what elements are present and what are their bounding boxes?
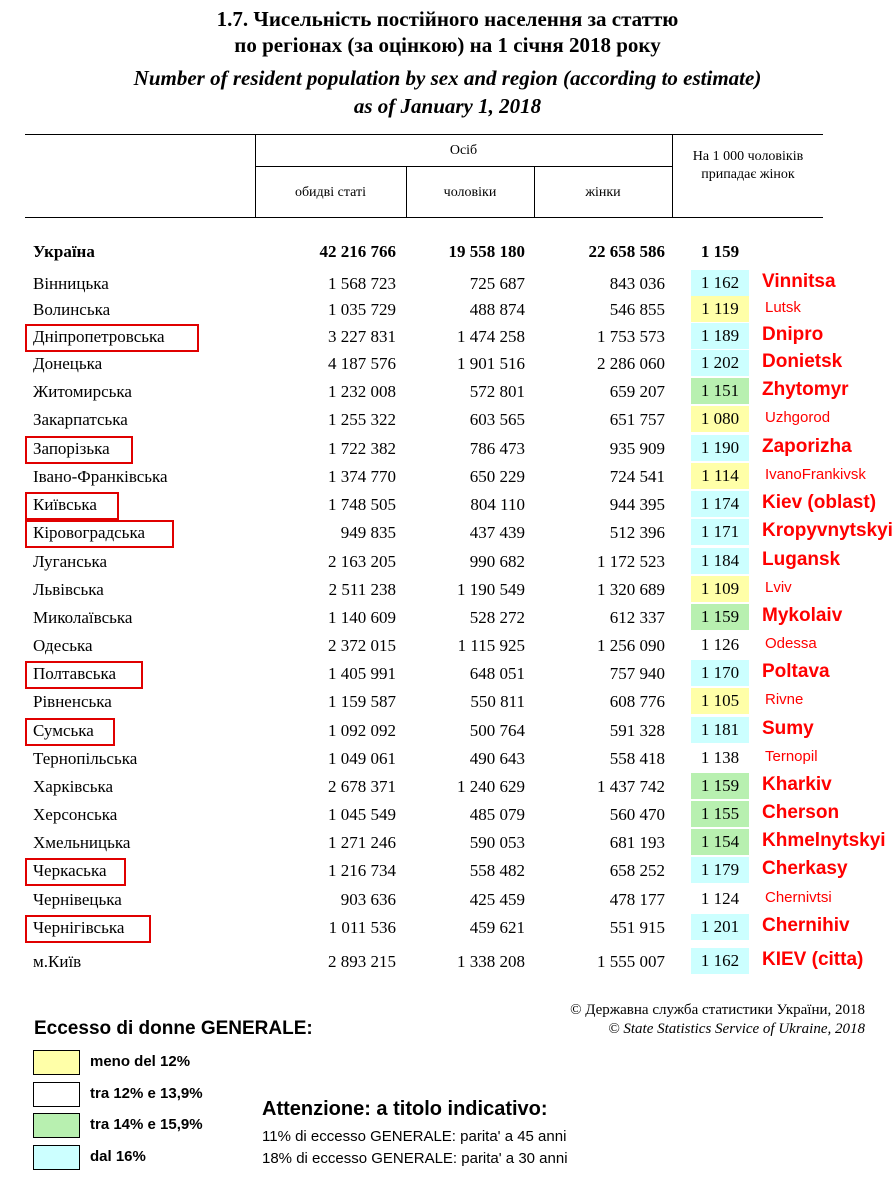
table-row [0,720,895,748]
english-region-name: Lutsk [765,299,801,316]
header-women: жінки [585,185,621,200]
table-row [0,551,895,579]
value-women: 546 855 [609,300,665,319]
header-men: чоловіки [443,185,497,200]
value-ratio: 1 138 [691,745,749,771]
value-men: 572 801 [469,382,525,401]
table-row [0,409,895,437]
value-both: 1 049 061 [328,749,396,768]
legend-label: tra 12% e 13,9% [90,1085,203,1102]
table-row [0,299,895,327]
value-men: 550 811 [470,692,525,711]
english-region-name: Zhytomyr [762,379,849,400]
value-women: 2 286 060 [597,354,665,373]
value-women: 1 172 523 [597,552,665,571]
value-ratio: 1 201 [691,914,749,940]
region-name: Житомирська [33,382,132,401]
value-ratio: 1 190 [691,435,749,461]
value-men: 1 240 629 [457,777,525,796]
header-bottom-rule [25,217,823,218]
value-women: 944 395 [609,495,665,514]
value-women: 591 328 [609,721,665,740]
value-both: 4 187 576 [328,354,396,373]
value-women: 843 036 [609,274,665,293]
header-ratio: На 1 000 чоловіків припадає жінок [692,149,804,182]
table-row [0,889,895,917]
value-men: 528 272 [469,608,525,627]
header-persons: Осіб [449,143,478,158]
value-ratio: 1 159 [691,604,749,630]
english-region-name: IvanoFrankivsk [765,466,866,483]
legend-label: tra 14% e 15,9% [90,1116,203,1133]
region-name: Івано-Франківська [33,467,168,486]
value-men: 19 558 180 [448,242,525,261]
value-women: 1 256 090 [597,636,665,655]
english-region-name: Khmelnytskyi [762,830,886,851]
value-women: 724 541 [609,467,665,486]
english-region-name: Kropyvnytskyi [762,520,893,541]
value-both: 3 227 831 [328,327,396,346]
value-men: 1 474 258 [457,327,525,346]
english-region-name: Sumy [762,718,814,739]
value-men: 425 459 [469,890,525,909]
english-region-name: Dnipro [762,324,824,345]
header-divider [672,134,673,218]
value-men: 786 473 [469,439,525,458]
value-women: 935 909 [609,439,665,458]
value-ratio: 1 184 [691,548,749,574]
value-both: 2 678 371 [328,777,396,796]
english-region-name: Lviv [765,579,792,596]
english-region-name: Cherkasy [762,858,848,879]
region-name: Харківська [33,777,114,796]
table-row-total [0,241,895,269]
table-row [0,273,895,301]
english-region-name: Donietsk [762,351,843,372]
value-both: 1 011 536 [328,918,396,937]
region-name: Сумська [33,721,94,740]
region-name: Кіровоградська [33,523,145,542]
table-row [0,353,895,381]
value-men: 603 565 [469,410,525,429]
value-men: 437 439 [469,523,525,542]
value-men: 459 621 [469,918,525,937]
value-men: 485 079 [469,805,525,824]
value-ratio: 1 179 [691,857,749,883]
english-region-name: Poltava [762,661,830,682]
value-ratio: 1 174 [691,491,749,517]
value-men: 1 901 516 [457,354,525,373]
table-row [0,607,895,635]
value-both: 1 405 991 [328,664,396,683]
value-women: 658 252 [609,861,665,880]
region-name: Полтавська [33,664,116,683]
value-women: 560 470 [609,805,665,824]
english-region-name: Chernihiv [762,915,850,936]
value-ratio: 1 162 [691,948,749,974]
attention-line-1: 11% di eccesso GENERALE: parita' a 45 anni [262,1128,567,1145]
english-region-name: Chernivtsi [765,889,832,906]
table-row [0,438,895,466]
english-region-name: Lugansk [762,549,841,570]
english-region-name: Kiev (oblast) [762,492,877,513]
table-row [0,748,895,776]
value-men: 590 053 [469,833,525,852]
value-ratio: 1 124 [691,886,749,912]
value-ratio: 1 162 [691,270,749,296]
region-name: Чернігівська [33,918,125,937]
value-ratio: 1 159 [691,773,749,799]
value-women: 22 658 586 [588,242,665,261]
table-row [0,663,895,691]
value-both: 1 140 609 [328,608,396,627]
value-ratio: 1 181 [691,717,749,743]
header-top-rule [25,134,823,135]
value-women: 1 753 573 [597,327,665,346]
table-row [0,381,895,409]
value-women: 1 437 742 [597,777,665,796]
legend-swatch [33,1113,80,1138]
value-both: 1 216 734 [328,861,396,880]
value-men: 558 482 [469,861,525,880]
region-name: Донецька [33,354,103,373]
table-row [0,917,895,945]
value-men: 488 874 [469,300,525,319]
value-both: 1 568 723 [328,274,396,293]
region-name: Закарпатська [33,410,128,429]
value-men: 725 687 [469,274,525,293]
value-women: 681 193 [609,833,665,852]
region-name: м.Київ [33,952,82,971]
value-men: 650 229 [469,467,525,486]
value-ratio: 1 171 [691,519,749,545]
english-region-name: Odessa [765,635,817,652]
value-women: 512 396 [609,523,665,542]
value-men: 1 190 549 [457,580,525,599]
value-both: 1 255 322 [328,410,396,429]
region-name: Чернівецька [33,890,122,909]
english-region-name: Vinnitsa [762,271,836,292]
table-row [0,326,895,354]
legend-swatch [33,1145,80,1170]
region-name: Херсонська [33,805,118,824]
value-men: 648 051 [469,664,525,683]
value-women: 1 320 689 [597,580,665,599]
english-region-name: Cherson [762,802,840,823]
value-both: 2 163 205 [328,552,396,571]
copyright-ua: © Державна служба статистики України, 2018 [570,1002,865,1018]
value-both: 1 092 092 [328,721,396,740]
value-women: 608 776 [609,692,665,711]
region-name: Луганська [33,552,108,571]
table-row [0,860,895,888]
legend-label: dal 16% [90,1148,146,1165]
table-row [0,776,895,804]
table-row [0,804,895,832]
table-row [0,466,895,494]
table-row [0,832,895,860]
value-men: 1 338 208 [457,952,525,971]
legend-swatch [33,1082,80,1107]
region-name: Черкаська [33,861,107,880]
value-women: 1 555 007 [597,952,665,971]
title-english: Number of resident population by sex and region (according to estimate) as of January 1, 2018 [133,66,762,118]
header-both-sexes: обидві статі [294,185,367,200]
value-ratio: 1 151 [691,378,749,404]
value-ratio: 1 202 [691,350,749,376]
title-ukrainian: 1.7. Чисельність постійного населення за статтю по регіонах (за оцінкою) на 1 січня 2018 року [216,7,679,57]
value-both: 2 372 015 [328,636,396,655]
english-region-name: Mykolaiv [762,605,843,626]
value-men: 490 643 [469,749,525,768]
attention-line-2: 18% di eccesso GENERALE: parita' a 30 anni [262,1150,568,1167]
value-men: 990 682 [469,552,525,571]
value-ratio: 1 114 [691,463,749,489]
value-both: 949 835 [340,523,396,542]
value-both: 1 045 549 [328,805,396,824]
table-row [0,951,895,979]
table-row [0,579,895,607]
value-men: 500 764 [469,721,525,740]
value-both: 2 511 238 [328,580,396,599]
english-region-name: Zaporizha [762,436,852,457]
region-name: Україна [33,242,95,261]
region-name: Волинська [33,300,111,319]
value-both: 42 216 766 [319,242,396,261]
value-women: 612 337 [609,608,665,627]
value-ratio: 1 105 [691,688,749,714]
region-name: Запорізька [33,439,110,458]
value-both: 1 232 008 [328,382,396,401]
table-row [0,522,895,550]
region-name: Миколаївська [33,608,133,627]
region-name: Одеська [33,636,93,655]
value-ratio: 1 155 [691,801,749,827]
header-mid-rule [255,166,672,167]
value-both: 1 722 382 [328,439,396,458]
english-region-name: KIEV (citta) [762,949,864,970]
value-both: 1 271 246 [328,833,396,852]
value-men: 1 115 925 [457,636,525,655]
attention-title: Attenzione: a titolo indicativo: [262,1098,548,1120]
table-row [0,691,895,719]
value-ratio: 1 126 [691,632,749,658]
english-region-name: Kharkiv [762,774,832,795]
value-ratio: 1 109 [691,576,749,602]
value-ratio: 1 189 [691,323,749,349]
region-name: Дніпропетровська [33,327,165,346]
table-row [0,635,895,663]
value-men: 804 110 [470,495,525,514]
value-women: 478 177 [609,890,665,909]
region-name: Тернопільська [33,749,138,768]
value-women: 659 207 [609,382,665,401]
value-both: 903 636 [340,890,396,909]
legend-swatch [33,1050,80,1075]
value-ratio: 1 159 [700,242,740,261]
value-both: 1 159 587 [328,692,396,711]
value-women: 551 915 [609,918,665,937]
english-region-name: Rivne [765,691,804,708]
value-both: 1 374 770 [328,467,396,486]
value-both: 1 748 505 [328,495,396,514]
legend-title: Eccesso di donne GENERALE: [34,1018,313,1039]
value-both: 1 035 729 [328,300,396,319]
legend-label: meno del 12% [90,1053,191,1070]
region-name: Рівненська [33,692,112,711]
value-women: 651 757 [609,410,665,429]
value-ratio: 1 080 [691,406,749,432]
value-both: 2 893 215 [328,952,396,971]
region-name: Львівська [33,580,104,599]
value-ratio: 1 119 [691,296,749,322]
value-women: 757 940 [609,664,665,683]
region-name: Хмельницька [33,833,131,852]
value-ratio: 1 154 [691,829,749,855]
value-women: 558 418 [609,749,665,768]
region-name: Київська [33,495,97,514]
english-region-name: Ternopil [765,748,818,765]
table-row [0,494,895,522]
english-region-name: Uzhgorod [765,409,831,426]
region-name: Вінницька [33,274,109,293]
value-ratio: 1 170 [691,660,749,686]
copyright-en: © State Statistics Service of Ukraine, 2018 [608,1021,865,1037]
